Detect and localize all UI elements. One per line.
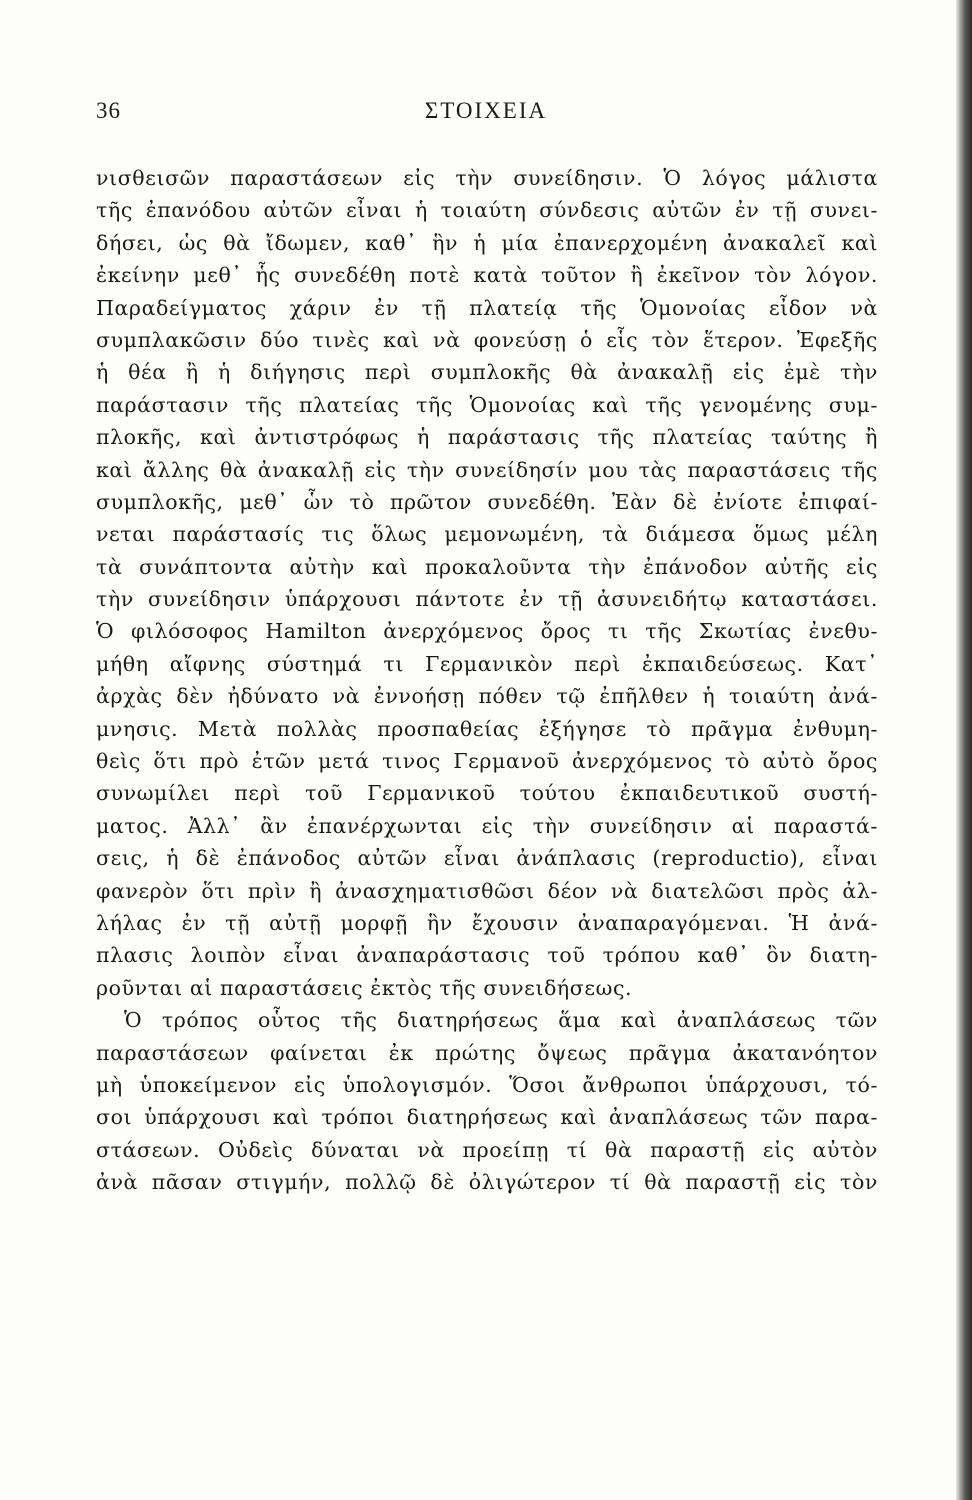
text-line: συμπλοκῆς, μεθ᾽ ὧν τὸ πρῶτον συνεδέθη. Ἐὰν δὲ ἐνίοτε ἐπιφαί-	[96, 489, 878, 514]
page-binding-shadow	[956, 0, 972, 1500]
text-line: Ὁ τρόπος οὗτος τῆς διατηρήσεως ἅμα καὶ ἀναπλάσεως τῶν	[124, 1008, 878, 1033]
text-line: ἀνὰ πᾶσαν στιγμήν, πολλῷ δὲ ὀλιγώτερον τί θὰ παραστῇ εἰς τὸν	[96, 1170, 878, 1195]
text-line: τὴν συνείδησιν ὑπάρχουσι πάντοτε ἐν τῇ ἀσυνειδήτῳ καταστάσει.	[96, 587, 878, 612]
text-line: πλασις λοιπὸν εἶναι ἀναπαράστασις τοῦ τρόπου καθ᾽ ὃν διατη-	[96, 943, 878, 968]
body-text	[96, 162, 878, 1199]
text-line: τῆς ἐπανόδου αὐτῶν εἶναι ἡ τοιαύτη σύνδεσις αὐτῶν ἐν τῇ συνει-	[96, 198, 878, 223]
text-line: καὶ ἄλλης θὰ ἀνακαλῇ εἰς τὴν συνείδησίν μου τὰς παραστάσεις τῆς	[96, 457, 878, 482]
text-line: νισθεισῶν παραστάσεων εἰς τὴν συνείδησιν. Ὁ λόγος μάλιστα	[96, 166, 878, 190]
text-line: ἀρχὰς δὲν ἠδύνατο νὰ ἐννοήσῃ πόθεν τῷ ἐπῆλθεν ἡ τοιαύτη ἀνά-	[96, 684, 878, 709]
text-line: ροῦνται αἱ παραστάσεις ἐκτὸς τῆς συνειδήσεως.	[96, 975, 633, 1000]
text-line: τὰ συνάπτοντα αὐτὴν καὶ προκαλοῦντα τὴν ἐπάνοδον αὐτῆς εἰς	[96, 554, 878, 579]
text-line: λήλας ἐν τῇ αὐτῇ μορφῇ ἣν ἔχουσιν ἀναπαραγόμεναι. Ἡ ἀνά-	[96, 910, 878, 935]
text-line: δήσει, ὡς θὰ ἴδωμεν, καθ᾽ ἣν ἡ μία ἐπανερχομένη ἀνακαλεῖ καὶ	[96, 230, 878, 255]
text-line: πλοκῆς, καὶ ἀντιστρόφως ἡ παράστασις τῆς πλατείας ταύτης ἢ	[96, 425, 878, 450]
text-line: μήθη αἴφνης σύστημά τι Γερμανικὸν περὶ ἐκπαιδεύσεως. Κατ᾽	[96, 651, 878, 676]
text-line: παράστασιν τῆς πλατείας τῆς Ὁμονοίας καὶ τῆς γενομένης συμ-	[96, 392, 878, 417]
text-line: Παραδείγματος χάριν ἐν τῇ πλατείᾳ τῆς Ὁμονοίας εἶδον νὰ	[96, 295, 878, 320]
text-line: σοι ὑπάρχουσι καὶ τρόποι διατηρήσεως καὶ ἀναπλάσεως τῶν παρα-	[96, 1105, 878, 1130]
text-line: Ὁ φιλόσοφος Hamilton ἀνερχόμενος ὄρος τι τῆς Σκωτίας ἐνεθυ-	[96, 619, 878, 644]
page-number: 36	[96, 98, 121, 123]
text-line: φανερὸν ὅτι πρὶν ἢ ἀνασχηματισθῶσι δέον νὰ διατελῶσι πρὸς ἀλ-	[96, 878, 878, 903]
text-line: ἡ θέα ἢ ἡ διήγησις περὶ συμπλοκῆς θὰ ἀνακαλῇ εἰς ἐμὲ τὴν	[96, 360, 878, 385]
text-line: νεται παράστασίς τις ὅλως μεμονωμένη, τὰ διάμεσα ὅμως μέλη	[96, 522, 878, 547]
text-line: στάσεων. Οὐδεὶς δύναται νὰ προείπῃ τί θὰ παραστῇ εἰς αὐτὸν	[96, 1137, 878, 1162]
text-line: ἐκείνην μεθ᾽ ἧς συνεδέθη ποτὲ κατὰ τοῦτον ἢ ἐκεῖνον τὸν λόγον.	[96, 263, 878, 288]
text-line: θεὶς ὅτι πρὸ ἐτῶν μετά τινος Γερμανοῦ ἀνερχόμενος τὸ αὐτὸ ὄρος	[96, 749, 878, 774]
text-line: σεις, ἡ δὲ ἐπάνοδος αὐτῶν εἶναι ἀνάπλασις (reproductio), εἶναι	[96, 846, 878, 871]
page-header	[96, 98, 876, 138]
running-title: ΣΤΟΙΧΕΙΑ	[424, 98, 548, 123]
text-line: συμπλακῶσιν δύο τινὲς καὶ νὰ φονεύσῃ ὁ εἷς τὸν ἕτερον. Ἐφεξῆς	[96, 327, 878, 352]
text-line: ματος. Ἀλλ᾽ ἂν ἐπανέρχωνται εἰς τὴν συνείδησιν αἱ παραστά-	[96, 813, 878, 838]
text-line: μὴ ὑποκείμενον εἰς ὑπολογισμόν. Ὅσοι ἄνθρωποι ὑπάρχουσι, τό-	[96, 1072, 878, 1097]
text-line: συνωμίλει περὶ τοῦ Γερμανικοῦ τούτου ἐκπαιδευτικοῦ συστή-	[96, 781, 878, 806]
text-line: μνησις. Μετὰ πολλὰς προσπαθείας ἐξήγησε τὸ πρᾶγμα ἐνθυμη-	[96, 716, 878, 741]
text-line: παραστάσεων φαίνεται ἐκ πρώτης ὄψεως πρᾶγμα ἀκατανόητον	[96, 1040, 878, 1065]
